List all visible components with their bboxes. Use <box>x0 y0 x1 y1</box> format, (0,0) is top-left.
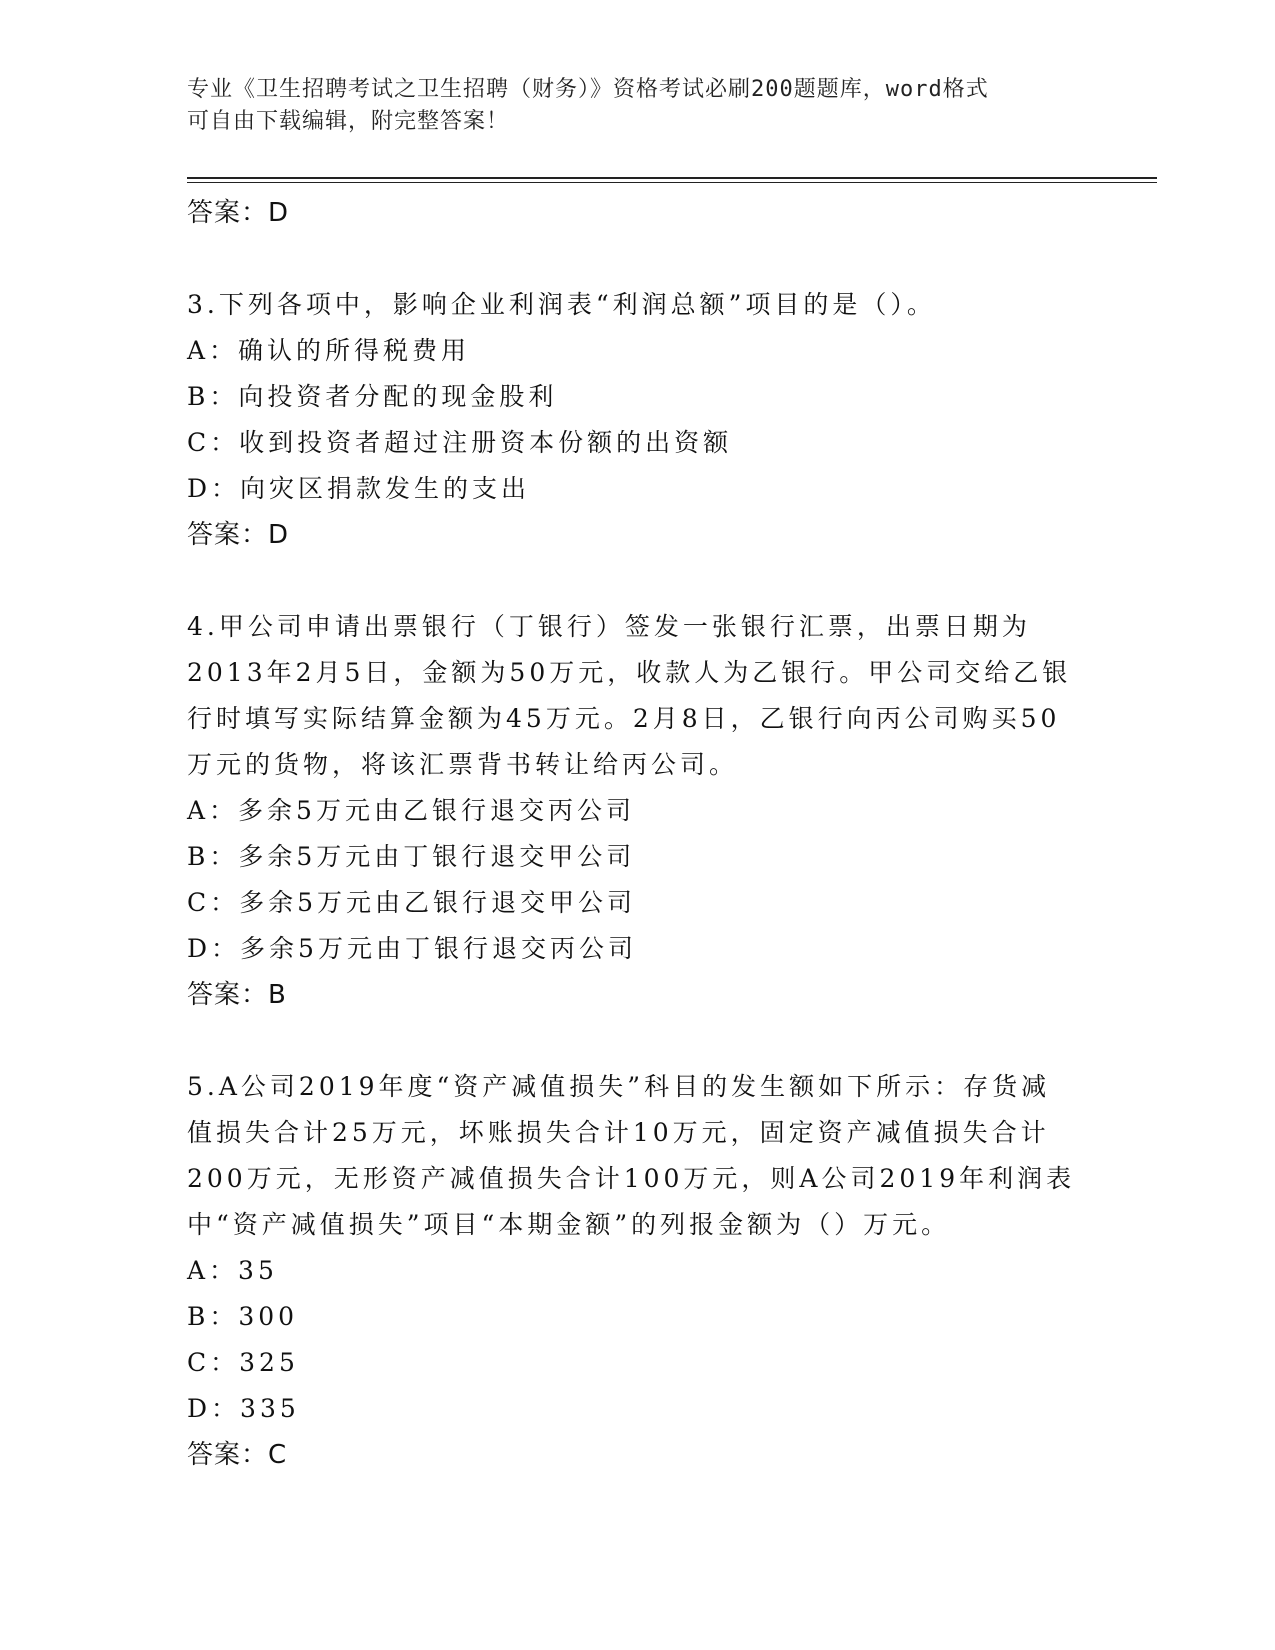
question-stem-line: 5.A公司2019年度“资产减值损失”科目的发生额如下所示：存货减 <box>187 1072 1051 1101</box>
question-stem-line: 4.甲公司申请出票银行（丁银行）签发一张银行汇票，出票日期为 <box>187 612 1031 641</box>
option-a: A：多余5万元由乙银行退交丙公司 <box>187 796 635 825</box>
question-stem-line: 值损失合计25万元，坏账损失合计10万元，固定资产减值损失合计 <box>187 1118 1050 1147</box>
question-stem <box>187 1064 1087 1248</box>
answer-label: 答案：C <box>187 1440 288 1470</box>
option-d: D：多余5万元由丁银行退交丙公司 <box>187 934 637 963</box>
option-c: C：收到投资者超过注册资本份额的出资额 <box>187 428 733 457</box>
question-stem-line: 万元的货物，将该汇票背书转让给丙公司。 <box>187 750 739 779</box>
question-stem <box>187 282 1087 328</box>
question-stem-line: 中“资产减值损失”项目“本期金额”的列报金额为（）万元。 <box>187 1210 951 1239</box>
option-a: A：确认的所得税费用 <box>187 336 471 365</box>
option-c: C：325 <box>187 1348 299 1377</box>
question-5 <box>187 1064 1087 1478</box>
question-stem-line: 2013年2月5日，金额为50万元，收款人为乙银行。甲公司交给乙银 <box>187 658 1072 687</box>
option-b: B：多余5万元由丁银行退交甲公司 <box>187 842 636 871</box>
header-line: 专业《卫生招聘考试之卫生招聘（财务）》资格考试必刷200题题库，word格式 <box>187 77 989 102</box>
document-header <box>187 74 1067 138</box>
question-stem-line: 3.下列各项中，影响企业利润表“利润总额”项目的是（）。 <box>187 290 936 319</box>
question-4 <box>187 604 1087 1018</box>
question-3 <box>187 282 1087 558</box>
option-a: A：35 <box>187 1256 278 1285</box>
question-stem-line: 200万元，无形资产减值损失合计100万元，则A公司2019年利润表 <box>187 1164 1076 1193</box>
option-c: C：多余5万元由乙银行退交甲公司 <box>187 888 637 917</box>
answer-label: 答案：D <box>187 520 290 550</box>
question-stem-line: 行时填写实际结算金额为45万元。2月8日，乙银行向丙公司购买50 <box>187 704 1061 733</box>
answer-label: 答案：D <box>187 198 290 228</box>
option-d: D：335 <box>187 1394 300 1423</box>
option-d: D：向灾区捐款发生的支出 <box>187 474 531 503</box>
header-divider-thin <box>187 182 1157 183</box>
option-b: B：向投资者分配的现金股利 <box>187 382 558 411</box>
question-stem <box>187 604 1087 788</box>
document-body <box>187 190 1087 1478</box>
header-divider-thick <box>187 177 1157 179</box>
answer-label: 答案：B <box>187 980 287 1010</box>
option-b: B：300 <box>187 1302 299 1331</box>
header-line: 可自由下载编辑，附完整答案！ <box>187 109 510 134</box>
